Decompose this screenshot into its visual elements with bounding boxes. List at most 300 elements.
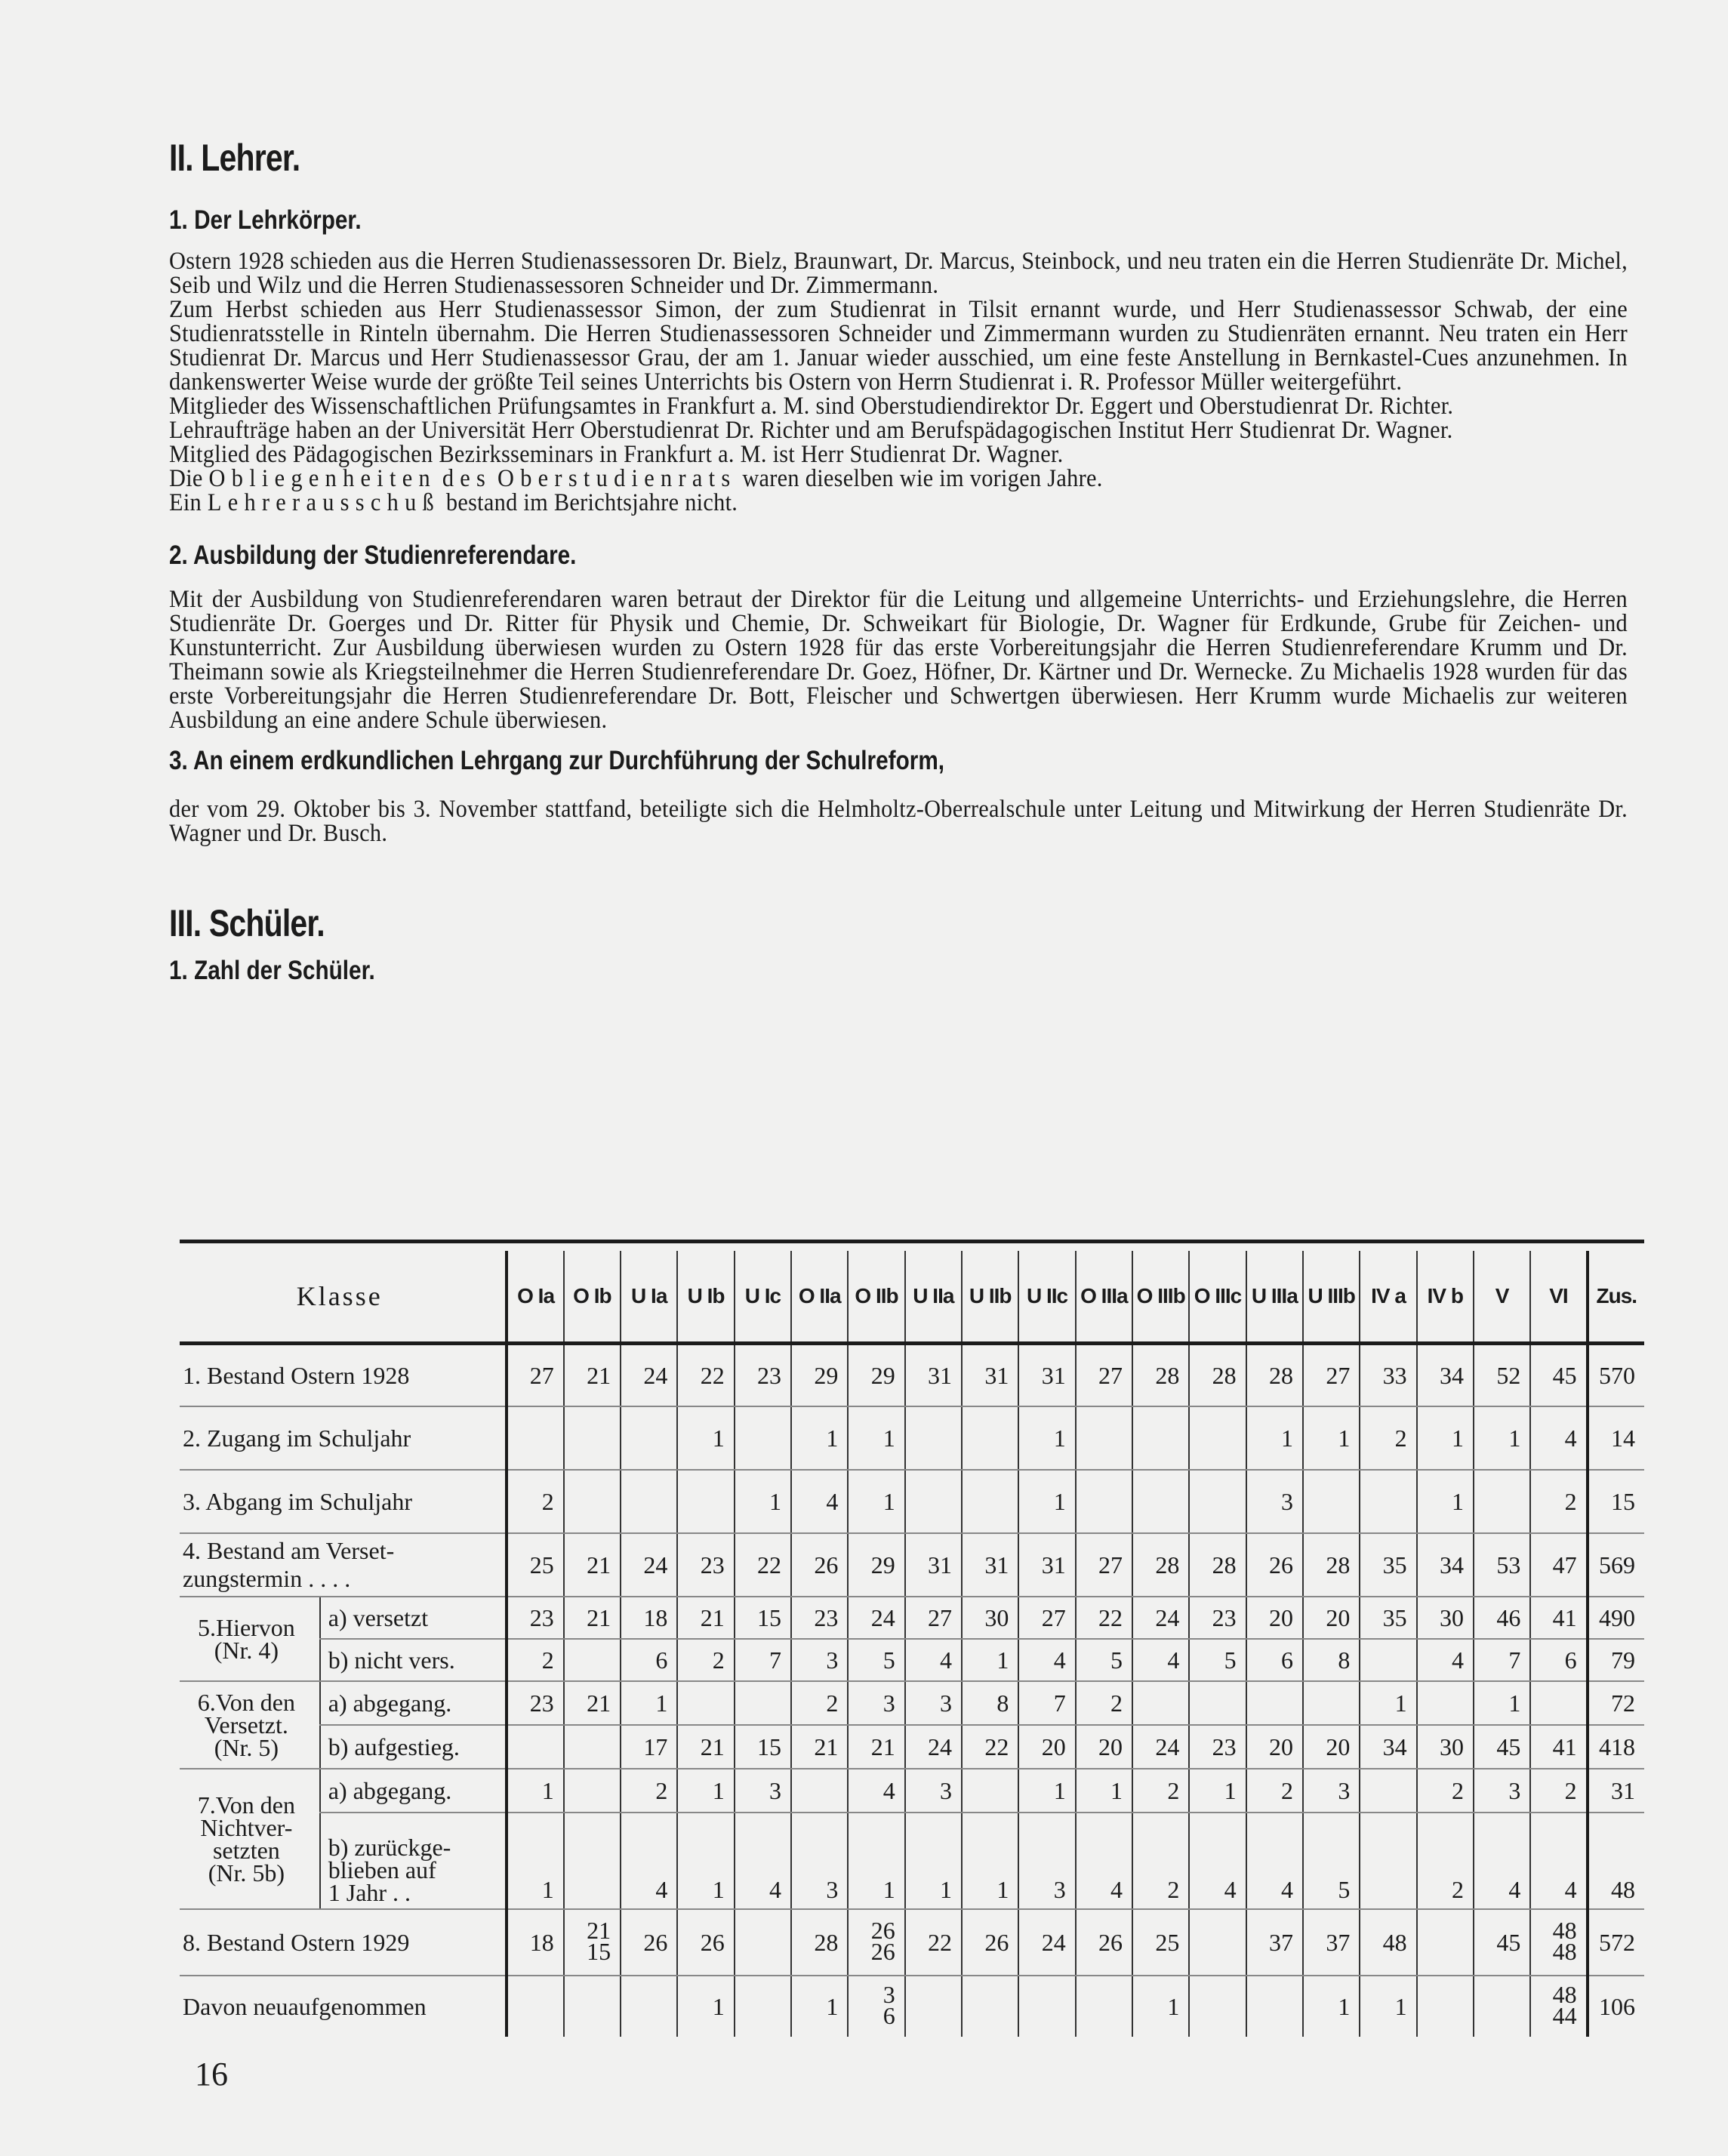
value-cell: 46 — [1474, 1597, 1530, 1639]
value-cell: 45 — [1474, 1909, 1530, 1976]
row-label-line: 7.Von den — [197, 1791, 295, 1819]
heading-ausbildung: 2. Ausbildung der Studienreferendare. — [169, 541, 577, 570]
value-cell: 2 — [1132, 1769, 1189, 1813]
spaced-text: des — [442, 465, 492, 492]
value-cell: 3 — [905, 1681, 962, 1725]
value-cell: 17 — [621, 1725, 677, 1769]
value-cell — [962, 1406, 1018, 1470]
row-label — [180, 1344, 507, 1407]
value-cell — [1246, 1976, 1303, 2037]
value-cell — [962, 1470, 1018, 1533]
spaced-text: Lehrerausschuß — [207, 489, 441, 516]
value-cell — [564, 1470, 621, 1533]
row-label — [180, 1406, 507, 1470]
column-header: U IIa — [905, 1251, 962, 1344]
table-header-row — [180, 1251, 1644, 1344]
table-row — [180, 1813, 1644, 1909]
value-cell: 27 — [1018, 1597, 1075, 1639]
row-label-line: blieben auf — [328, 1856, 436, 1883]
value-cell: 1 — [677, 1769, 734, 1813]
value-cell: 5 — [848, 1639, 904, 1681]
value-cell: 23 — [507, 1681, 563, 1725]
row-label-line: 2. Zugang im Schuljahr — [183, 1424, 411, 1452]
stats-table — [180, 1251, 1644, 2037]
table-row — [180, 1909, 1644, 1976]
row-label-line: a) versetzt — [328, 1604, 429, 1631]
value-cell: 4 — [905, 1639, 962, 1681]
value-cell — [735, 1406, 791, 1470]
value-cell: 28 — [1189, 1533, 1246, 1597]
value-cell — [1417, 1976, 1474, 2037]
value-cell — [621, 1470, 677, 1533]
total-cell: 570 — [1588, 1344, 1644, 1407]
value-cell: 2 — [1246, 1769, 1303, 1813]
value-cell: 2 — [621, 1769, 677, 1813]
paragraph-obliegenheiten — [169, 467, 1628, 491]
value-cell: 1 — [1189, 1769, 1246, 1813]
value-cell: 1 — [1417, 1470, 1474, 1533]
value-cell: 31 — [962, 1533, 1018, 1597]
value-cell: 20 — [1246, 1725, 1303, 1769]
column-header: Zus. — [1588, 1251, 1644, 1344]
row-label-line: 1. Bestand Ostern 1928 — [183, 1361, 410, 1389]
row-label-line: zungstermin . . . . — [183, 1565, 351, 1592]
column-header: O IIb — [848, 1251, 904, 1344]
value-cell: 21 — [677, 1725, 734, 1769]
value-cell: 1 — [1360, 1976, 1416, 2037]
value-cell: 18 — [507, 1909, 563, 1976]
table-row — [180, 1725, 1644, 1769]
value-cell — [1076, 1406, 1132, 1470]
value-cell: 27 — [1076, 1533, 1132, 1597]
row-label-line: 6.Von den — [197, 1689, 295, 1716]
value-cell: 1 — [1303, 1976, 1360, 2037]
value-cell: 4 — [1417, 1639, 1474, 1681]
value-cell — [1246, 1681, 1303, 1725]
row-label-line: Davon neuaufgenommen — [183, 1992, 427, 2020]
value-cell: 31 — [962, 1344, 1018, 1407]
value-cell: 22 — [735, 1533, 791, 1597]
value-cell: 3 — [848, 1681, 904, 1725]
column-header: U Ic — [735, 1251, 791, 1344]
value-cell: 1 — [1474, 1681, 1530, 1725]
value-cell: 30 — [1417, 1597, 1474, 1639]
value-cell: 47 — [1530, 1533, 1587, 1597]
value-cell — [507, 1976, 563, 2037]
value-cell: 1 — [1018, 1406, 1075, 1470]
value-cell: 29 — [791, 1344, 848, 1407]
row-label-line: Nichtver- — [200, 1814, 293, 1841]
column-header: O IIIb — [1132, 1251, 1189, 1344]
total-cell: 79 — [1588, 1639, 1644, 1681]
document-page — [169, 136, 1641, 986]
value-cell: 1 — [735, 1470, 791, 1533]
column-header: U Ib — [677, 1251, 734, 1344]
value-cell: 15 — [735, 1725, 791, 1769]
student-count-table — [180, 1240, 1644, 2037]
value-cell: 34 — [1360, 1725, 1416, 1769]
column-header: U IIc — [1018, 1251, 1075, 1344]
value-cell: 24 — [1018, 1909, 1075, 1976]
stacked-value: 21 15 — [587, 1916, 611, 1965]
value-cell — [735, 1909, 791, 1976]
text: bestand im Berichtsjahre nicht. — [445, 489, 738, 516]
value-cell: 2 — [1417, 1813, 1474, 1909]
value-cell: 48 — [1360, 1909, 1416, 1976]
section-title-schueler: III. Schüler. — [169, 902, 325, 944]
value-cell: 29 — [848, 1344, 904, 1407]
value-cell: 26 — [1246, 1533, 1303, 1597]
row-label-line: setzten — [212, 1837, 280, 1864]
value-cell: 1 — [1303, 1406, 1360, 1470]
value-cell: 1 — [848, 1406, 904, 1470]
row-label — [180, 1470, 507, 1533]
value-cell: 4 — [1530, 1813, 1587, 1909]
value-cell: 2 — [1360, 1406, 1416, 1470]
value-cell — [1360, 1470, 1416, 1533]
value-cell — [1530, 1909, 1587, 1976]
value-cell: 4 — [1076, 1813, 1132, 1909]
value-cell: 26 — [677, 1909, 734, 1976]
value-cell: 1 — [621, 1681, 677, 1725]
value-cell: 6 — [1530, 1639, 1587, 1681]
paragraph-ausbildung: Mit der Ausbildung von Studienreferendaren waren betraut der Direktor für die Leitung und allgemeine Unterrichts- und Erziehungslehre, die Herren Studienräte Dr. Goerges und Dr. Ritter für Physik und Chemie, Dr. Schweikart für Biologie, Dr. Wagner für Erdkunde, Grube für Zeichen- und Kunstunterricht. Zur Ausbildung überwiesen wurden zu Ostern 1928 für das erste Vorbereitungsjahr die Herren Studienreferendare Krumm und Dr. Theimann sowie als Kriegsteilnehmer die Herren Studienreferendare Dr. Goez, Höfner, Dr. Kärtner und Dr. Wernecke. Zu Michaelis 1928 wurden für das erste Vorbereitungsjahr die Herren Studienreferendare Dr. Bott, Fleischer und Schwertgen überwiesen. Herr Krumm wurde Michaelis zur weiteren Ausbildung an eine andere Schule überwiesen. — [169, 586, 1628, 734]
table-row — [180, 1344, 1644, 1407]
column-header: U Ia — [621, 1251, 677, 1344]
paragraph: Mitglied des Pädagogischen Bezirksseminars in Frankfurt a. M. ist Herr Studienrat Dr. Wagner. — [169, 441, 1064, 468]
value-cell: 1 — [962, 1813, 1018, 1909]
row-label-line: (Nr. 4) — [214, 1637, 279, 1664]
spaced-text: Obliegenheiten — [208, 465, 436, 492]
value-cell: 4 — [848, 1769, 904, 1813]
row-label-line: (Nr. 5b) — [208, 1859, 285, 1886]
stacked-value: 3 6 — [882, 1980, 895, 2029]
row-sub-label — [320, 1813, 507, 1909]
paragraph-lehrgang: der vom 29. Oktober bis 3. November stattfand, beteiligte sich die Helmholtz-Oberrealschule unter Leitung und Mitwirkung der Herren Studienräte Dr. Wagner und Dr. Busch. — [169, 796, 1628, 847]
value-cell — [848, 1909, 904, 1976]
total-cell: 15 — [1588, 1470, 1644, 1533]
value-cell: 20 — [1018, 1725, 1075, 1769]
value-cell: 20 — [1303, 1597, 1360, 1639]
value-cell: 1 — [677, 1813, 734, 1909]
value-cell: 3 — [1018, 1813, 1075, 1909]
value-cell: 24 — [621, 1533, 677, 1597]
table-row — [180, 1406, 1644, 1470]
value-cell — [1360, 1639, 1416, 1681]
paragraph: Ostern 1928 schieden aus die Herren Studienassessoren Dr. Bielz, Braunwart, Dr. Marcus, Steinbock, und neu traten ein die Herren Studienräte Dr. Michel, Seib und Wilz und die Herren Studienassessoren Schneider und Dr. Zimmermann. — [169, 248, 1628, 299]
row-sub-label — [320, 1597, 507, 1639]
value-cell — [621, 1976, 677, 2037]
value-cell: 34 — [1417, 1344, 1474, 1407]
value-cell: 1 — [677, 1406, 734, 1470]
value-cell — [905, 1470, 962, 1533]
value-cell — [1076, 1470, 1132, 1533]
value-cell: 1 — [1246, 1406, 1303, 1470]
row-label-line: b) nicht vers. — [328, 1646, 455, 1674]
value-cell: 8 — [1303, 1639, 1360, 1681]
heading-lehrgang: 3. An einem erdkundlichen Lehrgang zur Durchführung der Schulreform, — [169, 746, 945, 775]
total-cell: 418 — [1588, 1725, 1644, 1769]
row-label-line: 5.Hiervon — [197, 1614, 295, 1641]
heading-lehrkoerper: 1. Der Lehrkörper. — [169, 205, 362, 235]
value-cell: 1 — [1360, 1681, 1416, 1725]
value-cell: 3 — [1303, 1769, 1360, 1813]
value-cell — [1076, 1976, 1132, 2037]
row-label-line: 1 Jahr . . — [328, 1879, 411, 1906]
value-cell: 27 — [905, 1597, 962, 1639]
row-group-label — [180, 1769, 320, 1909]
total-cell: 569 — [1588, 1533, 1644, 1597]
value-cell: 1 — [1474, 1406, 1530, 1470]
value-cell: 2 — [677, 1639, 734, 1681]
value-cell: 31 — [905, 1533, 962, 1597]
value-cell: 53 — [1474, 1533, 1530, 1597]
row-label-line: Versetzt. — [204, 1711, 288, 1739]
value-cell: 52 — [1474, 1344, 1530, 1407]
value-cell — [1189, 1470, 1246, 1533]
value-cell — [735, 1681, 791, 1725]
value-cell — [564, 1976, 621, 2037]
value-cell: 2 — [1530, 1470, 1587, 1533]
row-group-label — [180, 1681, 320, 1769]
row-label-line: 3. Abgang im Schuljahr — [183, 1487, 412, 1515]
value-cell: 5 — [1189, 1639, 1246, 1681]
value-cell: 25 — [1132, 1909, 1189, 1976]
column-header: U IIIa — [1246, 1251, 1303, 1344]
value-cell: 21 — [564, 1681, 621, 1725]
value-cell: 6 — [621, 1639, 677, 1681]
value-cell: 2 — [1076, 1681, 1132, 1725]
value-cell — [962, 1769, 1018, 1813]
row-label — [180, 1533, 507, 1597]
value-cell: 22 — [677, 1344, 734, 1407]
value-cell: 28 — [1132, 1533, 1189, 1597]
value-cell: 23 — [735, 1344, 791, 1407]
value-cell: 1 — [905, 1813, 962, 1909]
value-cell — [1189, 1681, 1246, 1725]
value-cell: 4 — [1018, 1639, 1075, 1681]
value-cell: 31 — [1018, 1344, 1075, 1407]
value-cell — [848, 1976, 904, 2037]
value-cell — [621, 1406, 677, 1470]
value-cell — [1360, 1813, 1416, 1909]
value-cell: 4 — [1246, 1813, 1303, 1909]
value-cell: 1 — [677, 1976, 734, 2037]
value-cell: 7 — [1474, 1639, 1530, 1681]
value-cell: 7 — [1018, 1681, 1075, 1725]
lehrkoerper-body — [169, 249, 1641, 515]
value-cell: 20 — [1246, 1597, 1303, 1639]
value-cell — [1132, 1406, 1189, 1470]
value-cell: 1 — [791, 1976, 848, 2037]
value-cell — [507, 1725, 563, 1769]
value-cell: 1 — [1417, 1406, 1474, 1470]
stacked-value: 48 48 — [1552, 1916, 1577, 1965]
value-cell: 4 — [735, 1813, 791, 1909]
value-cell — [564, 1769, 621, 1813]
column-header: O IIIc — [1189, 1251, 1246, 1344]
value-cell: 1 — [507, 1813, 563, 1909]
page-number: 16 — [195, 2056, 228, 2093]
value-cell — [1360, 1769, 1416, 1813]
value-cell: 28 — [791, 1909, 848, 1976]
value-cell: 1 — [507, 1769, 563, 1813]
value-cell — [564, 1725, 621, 1769]
row-label — [180, 1909, 507, 1976]
total-cell: 14 — [1588, 1406, 1644, 1470]
value-cell: 7 — [735, 1639, 791, 1681]
value-cell — [1018, 1976, 1075, 2037]
table-top-rule — [180, 1240, 1644, 1243]
row-label-line: b) zurückge- — [328, 1834, 451, 1861]
value-cell: 21 — [564, 1344, 621, 1407]
table-row — [180, 1681, 1644, 1725]
value-cell: 8 — [962, 1681, 1018, 1725]
value-cell: 4 — [1474, 1813, 1530, 1909]
value-cell — [677, 1470, 734, 1533]
value-cell — [1474, 1976, 1530, 2037]
table-row — [180, 1639, 1644, 1681]
value-cell: 20 — [1076, 1725, 1132, 1769]
value-cell: 2 — [507, 1470, 563, 1533]
value-cell: 6 — [1246, 1639, 1303, 1681]
value-cell: 4 — [1530, 1406, 1587, 1470]
row-label-line: b) aufgestieg. — [328, 1733, 460, 1760]
value-cell: 23 — [1189, 1597, 1246, 1639]
row-label-line: 4. Bestand am Verset- — [183, 1537, 395, 1564]
value-cell: 26 — [962, 1909, 1018, 1976]
stacked-value: 48 44 — [1552, 1980, 1577, 2029]
value-cell: 3 — [735, 1769, 791, 1813]
value-cell: 35 — [1360, 1597, 1416, 1639]
text: Die — [169, 465, 203, 492]
value-cell — [1303, 1681, 1360, 1725]
column-header: IV a — [1360, 1251, 1416, 1344]
value-cell: 2 — [1530, 1769, 1587, 1813]
value-cell: 1 — [848, 1813, 904, 1909]
value-cell: 24 — [1132, 1725, 1189, 1769]
value-cell: 30 — [962, 1597, 1018, 1639]
section-title-lehrer: II. Lehrer. — [169, 137, 300, 179]
total-cell: 72 — [1588, 1681, 1644, 1725]
value-cell — [564, 1909, 621, 1976]
heading-zahl-der-schueler: 1. Zahl der Schüler. — [169, 956, 375, 985]
value-cell: 3 — [791, 1813, 848, 1909]
value-cell — [564, 1813, 621, 1909]
column-header: U IIIb — [1303, 1251, 1360, 1344]
table-row — [180, 1470, 1644, 1533]
value-cell: 41 — [1530, 1597, 1587, 1639]
total-cell: 106 — [1588, 1976, 1644, 2037]
value-cell — [1474, 1470, 1530, 1533]
value-cell: 2 — [507, 1639, 563, 1681]
value-cell: 26 — [621, 1909, 677, 1976]
value-cell: 3 — [1246, 1470, 1303, 1533]
value-cell: 23 — [1189, 1725, 1246, 1769]
row-group-label — [180, 1597, 320, 1681]
value-cell: 15 — [735, 1597, 791, 1639]
value-cell: 21 — [564, 1597, 621, 1639]
value-cell: 27 — [1076, 1344, 1132, 1407]
value-cell: 28 — [1132, 1344, 1189, 1407]
value-cell: 4 — [791, 1470, 848, 1533]
row-label-line: a) abgegang. — [328, 1689, 452, 1717]
column-header: O Ib — [564, 1251, 621, 1344]
row-label-line: 8. Bestand Ostern 1929 — [183, 1928, 410, 1956]
column-header: O Ia — [507, 1251, 563, 1344]
value-cell: 27 — [1303, 1344, 1360, 1407]
total-cell: 572 — [1588, 1909, 1644, 1976]
value-cell: 5 — [1076, 1639, 1132, 1681]
value-cell: 4 — [1189, 1813, 1246, 1909]
value-cell — [564, 1406, 621, 1470]
value-cell: 18 — [621, 1597, 677, 1639]
row-sub-label — [320, 1639, 507, 1681]
column-header: U IIb — [962, 1251, 1018, 1344]
column-header: V — [1474, 1251, 1530, 1344]
value-cell: 28 — [1189, 1344, 1246, 1407]
value-cell: 21 — [677, 1597, 734, 1639]
value-cell — [507, 1406, 563, 1470]
value-cell: 21 — [564, 1533, 621, 1597]
value-cell — [962, 1976, 1018, 2037]
value-cell: 26 — [791, 1533, 848, 1597]
value-cell: 37 — [1303, 1909, 1360, 1976]
stacked-value: 26 26 — [870, 1916, 895, 1965]
value-cell: 24 — [905, 1725, 962, 1769]
paragraph: Zum Herbst schieden aus Herr Studienassessor Simon, der zum Studienrat in Tilsit ernannt wurde, und Herr Studienassessor Schwab, der eine Studienratsstelle in Rinteln übernahm. Die Herren Studienassessoren Schneider und Zimmermann wurden zu Studienräten ernannt. Neu traten ein Herr Studienrat Dr. Marcus und Herr Studienassessor Grau, der am 1. Januar wieder ausschied, um eine feste Anstellung in Bernkastel-Cues anzunehmen. In dankenswerter Weise wurde der größte Teil seines Unterrichts bis Ostern von Herrn Studienrat i. R. Professor Müller weitergeführt. — [169, 296, 1628, 396]
value-cell: 1 — [848, 1470, 904, 1533]
text: waren dieselben wie im vorigen Jahre. — [742, 465, 1103, 492]
value-cell: 31 — [1018, 1533, 1075, 1597]
value-cell: 1 — [1132, 1976, 1189, 2037]
value-cell: 4 — [621, 1813, 677, 1909]
value-cell: 22 — [905, 1909, 962, 1976]
value-cell — [1530, 1681, 1587, 1725]
value-cell: 31 — [905, 1344, 962, 1407]
total-cell: 31 — [1588, 1769, 1644, 1813]
table-row — [180, 1533, 1644, 1597]
value-cell: 2 — [1132, 1813, 1189, 1909]
value-cell — [905, 1406, 962, 1470]
value-cell: 23 — [791, 1597, 848, 1639]
value-cell: 29 — [848, 1533, 904, 1597]
value-cell: 24 — [848, 1597, 904, 1639]
value-cell: 26 — [1076, 1909, 1132, 1976]
value-cell — [791, 1769, 848, 1813]
value-cell: 1 — [1018, 1470, 1075, 1533]
value-cell — [1132, 1470, 1189, 1533]
value-cell — [677, 1681, 734, 1725]
value-cell: 45 — [1530, 1344, 1587, 1407]
value-cell: 2 — [1417, 1769, 1474, 1813]
value-cell: 28 — [1246, 1344, 1303, 1407]
total-cell: 48 — [1588, 1813, 1644, 1909]
value-cell: 3 — [1474, 1769, 1530, 1813]
value-cell — [1189, 1406, 1246, 1470]
value-cell: 3 — [791, 1639, 848, 1681]
column-header: O IIa — [791, 1251, 848, 1344]
value-cell: 3 — [905, 1769, 962, 1813]
value-cell: 4 — [1132, 1639, 1189, 1681]
value-cell: 20 — [1303, 1725, 1360, 1769]
value-cell: 5 — [1303, 1813, 1360, 1909]
value-cell: 21 — [848, 1725, 904, 1769]
value-cell — [1530, 1976, 1587, 2037]
paragraph: Mitglieder des Wissenschaftlichen Prüfungsamtes in Frankfurt a. M. sind Oberstudiendirektor Dr. Eggert und Oberstudienrat Dr. Richter. — [169, 393, 1454, 420]
value-cell: 37 — [1246, 1909, 1303, 1976]
value-cell: 22 — [1076, 1597, 1132, 1639]
